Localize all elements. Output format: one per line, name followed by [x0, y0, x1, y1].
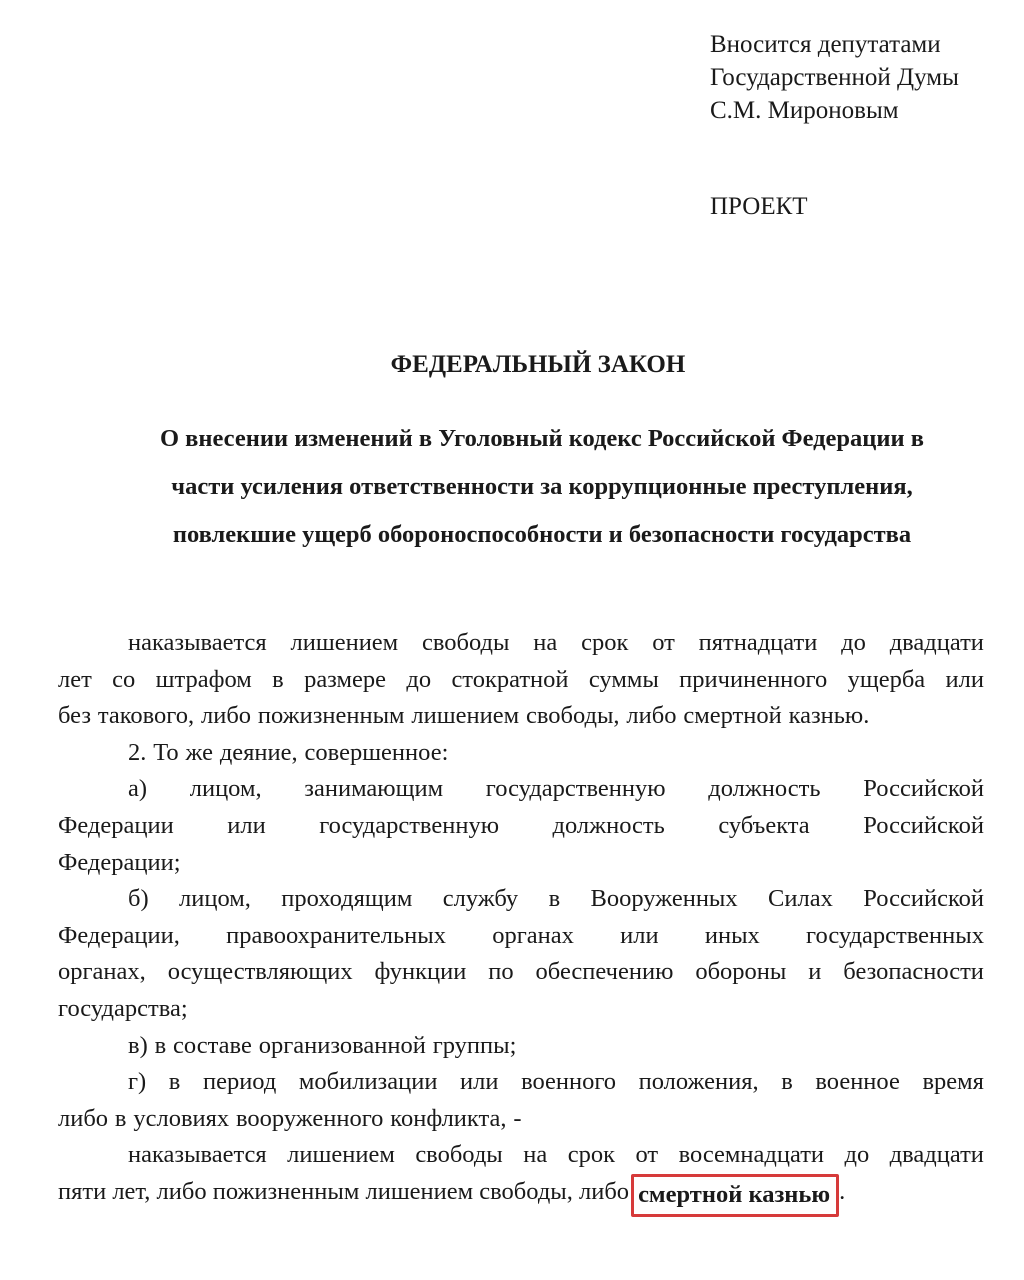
body-line — [58, 808, 984, 845]
body-word: штрафом — [155, 665, 252, 693]
body-word: государственных — [806, 921, 984, 949]
body-word: смертной — [683, 702, 782, 730]
body-word: до — [841, 629, 866, 656]
body-word: Российской — [863, 775, 984, 803]
body-word: условиях — [133, 1104, 230, 1132]
body-word: составе — [173, 1031, 252, 1059]
body-word: восемнадцати — [678, 1141, 825, 1169]
body-word: в — [154, 1031, 167, 1059]
body-word: же — [185, 738, 213, 766]
body-word: мобилизации — [298, 1068, 438, 1096]
body-word: свободы — [415, 1141, 503, 1169]
body-word: государственную — [485, 775, 666, 803]
body-word: совершенное: — [304, 738, 449, 766]
last-line-prefix: пяти лет, либо пожизненным лишением свободы, либо — [58, 1177, 630, 1205]
body-word: двадцати — [889, 629, 984, 656]
body-line — [58, 1101, 984, 1138]
body-line — [58, 698, 984, 735]
body-word: Силах — [768, 885, 833, 913]
body-word: военного — [521, 1068, 617, 1096]
body-word: или — [227, 811, 266, 839]
body-word: а) — [128, 775, 148, 803]
body-word: по — [488, 958, 514, 986]
body-word: стократной — [451, 665, 569, 693]
body-word: лицом, — [189, 775, 262, 803]
body-word: без — [58, 702, 91, 730]
body-word: в — [548, 885, 561, 913]
body-word: проходящим — [281, 885, 413, 913]
body-word: органах — [492, 921, 574, 949]
law-title: ФЕДЕРАЛЬНЫЙ ЗАКОН — [390, 351, 686, 378]
body-word: срок — [581, 629, 629, 656]
body-text — [58, 625, 984, 1217]
body-word: либо — [626, 702, 677, 730]
body-word: субъекта — [718, 811, 810, 839]
submitter-line: Государственной Думы — [710, 64, 959, 91]
body-word: военное — [815, 1068, 900, 1096]
body-line — [58, 662, 984, 699]
project-label: ПРОЕКТ — [710, 193, 808, 220]
body-word: вооруженного — [236, 1104, 384, 1132]
body-word: до — [844, 1141, 870, 1169]
body-word: лицом, — [179, 885, 251, 913]
submitter-block — [710, 28, 1010, 127]
body-word: со — [112, 665, 136, 693]
body-word: лишением — [290, 629, 399, 656]
body-word: обеспечению — [535, 958, 674, 986]
submitter-line: С.М. Мироновым — [710, 97, 899, 124]
body-word: наказывается — [128, 629, 267, 656]
body-word: свободы — [422, 629, 510, 656]
body-line — [58, 1137, 984, 1174]
body-word: организованной — [258, 1031, 426, 1059]
body-line — [58, 991, 984, 1028]
body-word: или — [620, 921, 659, 949]
body-word: Федерации — [58, 811, 174, 839]
body-word: в — [781, 1068, 793, 1096]
body-word: лишением — [411, 702, 520, 730]
body-word: ущерба — [847, 665, 926, 693]
body-word: в — [272, 665, 284, 693]
law-subtitle — [60, 415, 1024, 559]
body-word: г) — [128, 1068, 147, 1096]
body-word: срок — [567, 1141, 615, 1169]
body-word: государства; — [58, 994, 188, 1022]
body-word: 2. — [128, 738, 147, 766]
body-word: б) — [128, 885, 149, 913]
body-word: правоохранительных — [226, 921, 447, 949]
body-word: размере — [304, 665, 387, 693]
body-word: либо — [58, 1104, 109, 1132]
body-word: в) — [128, 1031, 148, 1059]
body-word: обороны — [695, 958, 787, 986]
body-line-last — [58, 1174, 984, 1217]
body-line — [58, 845, 984, 882]
body-line — [58, 1064, 984, 1101]
body-word: Федерации, — [58, 921, 180, 949]
body-word: такового, — [97, 702, 195, 730]
body-word: должность — [552, 811, 665, 839]
body-word: на — [533, 629, 558, 656]
body-word: - — [513, 1104, 522, 1132]
body-line — [58, 625, 984, 662]
body-word: безопасности — [843, 958, 984, 986]
body-word: службу — [442, 885, 519, 913]
body-word: Российской — [863, 885, 984, 913]
body-word: на — [523, 1141, 548, 1169]
body-line — [58, 1028, 984, 1065]
body-word: причиненного — [679, 665, 828, 693]
body-word: или — [460, 1068, 499, 1096]
last-line-suffix: . — [839, 1177, 846, 1205]
body-word: деяние, — [219, 738, 298, 766]
body-word: суммы — [588, 665, 659, 693]
body-word: Российской — [863, 811, 984, 839]
body-line — [58, 881, 984, 918]
body-word: должность — [708, 775, 821, 803]
subtitle-line: части усиления ответственности за коррупционные преступления, — [171, 473, 913, 500]
body-word: То — [153, 738, 179, 766]
body-word: наказывается — [128, 1141, 267, 1169]
body-word: казнью. — [788, 702, 870, 730]
body-word: период — [202, 1068, 277, 1096]
subtitle-line: О внесении изменений в Уголовный кодекс Российской Федерации в — [159, 425, 925, 452]
body-word: органах, — [58, 958, 146, 986]
body-word: пожизненным — [257, 702, 405, 730]
body-word: от — [635, 1141, 659, 1169]
body-word: конфликта, — [390, 1104, 507, 1132]
submitter-line: Вносится депутатами — [710, 31, 941, 58]
body-word: лет — [58, 665, 92, 693]
body-word: иных — [704, 921, 760, 949]
body-line — [58, 918, 984, 955]
body-word: в — [168, 1068, 181, 1096]
body-word: функции — [374, 958, 467, 986]
body-word: время — [922, 1068, 984, 1096]
body-line — [58, 771, 984, 808]
body-word: группы; — [432, 1031, 517, 1059]
body-word: государственную — [319, 811, 500, 839]
body-word: лишением — [287, 1141, 395, 1169]
body-word: Федерации; — [58, 848, 181, 876]
subtitle-line: повлекшие ущерб обороноспособности и безопасности государства — [172, 521, 912, 548]
body-word: либо — [200, 702, 252, 730]
body-word: или — [945, 665, 984, 693]
body-word: до — [406, 665, 432, 693]
body-word: от — [652, 629, 675, 656]
body-line — [58, 954, 984, 991]
body-word: пятнадцати — [698, 629, 818, 656]
body-word: занимающим — [304, 775, 444, 803]
body-word: положения, — [638, 1068, 759, 1096]
highlighted-phrase: смертной казнью — [631, 1174, 839, 1217]
body-word: двадцати — [889, 1141, 984, 1169]
body-line — [58, 735, 984, 772]
body-word: и — [808, 958, 822, 986]
body-word: в — [114, 1104, 127, 1132]
body-word: Вооруженных — [590, 885, 738, 913]
body-word: свободы, — [525, 702, 620, 730]
body-word: осуществляющих — [167, 958, 353, 986]
